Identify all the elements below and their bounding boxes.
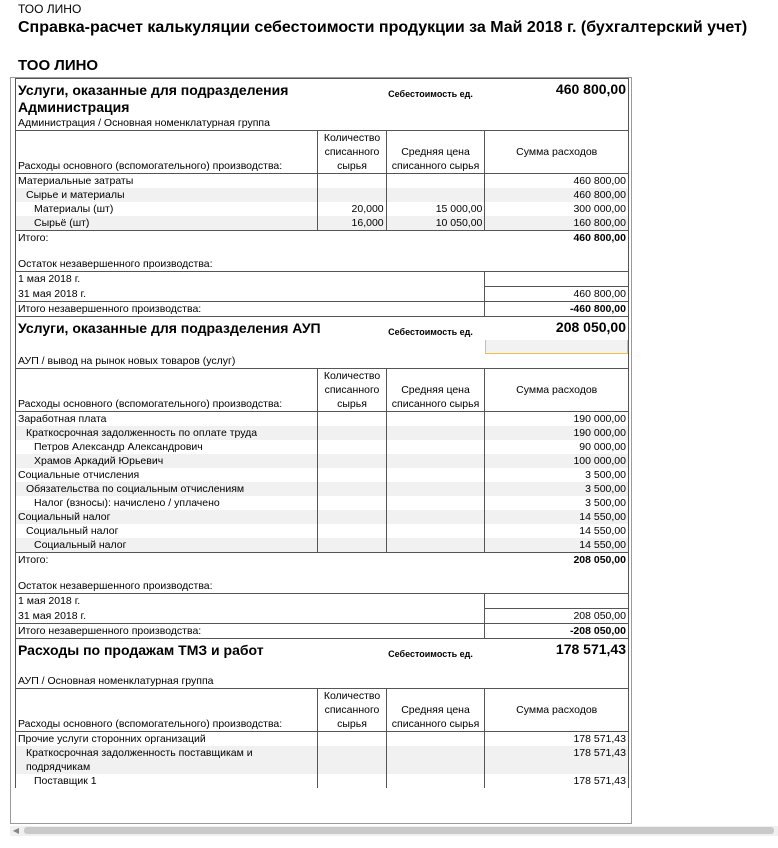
- table-row-label: Обязательства по социальным отчислениям: [16, 482, 318, 496]
- col-header-avg-price: Средняя цена списанного сырья: [386, 369, 485, 412]
- table-row-label: Социальный налог: [16, 538, 318, 553]
- unit-cost-label: Себестоимость ед.: [388, 327, 473, 337]
- col-header-avg-price: Средняя цена списанного сырья: [386, 131, 485, 174]
- table-row-sum: 460 800,00: [485, 188, 629, 202]
- total-value: 460 800,00: [485, 231, 629, 246]
- table-row-sum: 14 550,00: [485, 524, 629, 538]
- table-row-label: Сырьё (шт): [16, 216, 318, 231]
- total-label: Итого:: [16, 231, 485, 246]
- table-row-label: Прочие услуги сторонних организаций: [16, 732, 318, 747]
- wip-total-label: Итого незавершенного производства:: [16, 624, 485, 639]
- table-row-label: Храмов Аркадий Юрьевич: [16, 454, 318, 468]
- col-header-avg-price: Средняя цена списанного сырья: [386, 689, 485, 732]
- col-header-qty: Количество списанного сырья: [318, 689, 386, 732]
- table-row-sum: 14 550,00: [485, 510, 629, 524]
- table-row-sum: 178 571,43: [485, 732, 629, 747]
- table-row-sum: 300 000,00: [485, 202, 629, 216]
- unit-cost-value: 178 571,43: [485, 639, 629, 663]
- table-row-sum: 460 800,00: [485, 174, 629, 189]
- wip-total-value: -208 050,00: [485, 624, 629, 639]
- col-header-sum: Сумма расходов: [485, 369, 629, 412]
- table-row-qty: 20,000: [318, 202, 386, 216]
- table-row-sum: 3 500,00: [485, 482, 629, 496]
- col-header-expenses: Расходы основного (вспомогательного) производства:: [16, 131, 318, 174]
- wip-total-value: -460 800,00: [485, 302, 629, 317]
- table-row-label: Социальный налог: [16, 510, 318, 524]
- report-table: [15, 78, 629, 788]
- scrollbar-thumb[interactable]: [24, 827, 774, 834]
- table-row-label: Краткосрочная задолженность по оплате труда: [16, 426, 318, 440]
- total-value: 208 050,00: [485, 553, 629, 568]
- wip-end-value: 208 050,00: [485, 609, 629, 624]
- report-title: Справка-расчет калькуляции себестоимости продукции за Май 2018 г. (бухгалтерский учет): [18, 19, 748, 36]
- col-header-qty: Количество списанного сырья: [318, 131, 386, 174]
- wip-total-label: Итого незавершенного производства:: [16, 302, 485, 317]
- table-row-label: Поставщик 1: [16, 774, 318, 788]
- scroll-left-icon[interactable]: ◀: [12, 826, 20, 835]
- section-title: Услуги, оказанные для подразделения Администрация: [16, 79, 387, 117]
- unit-cost-label: Себестоимость ед.: [386, 79, 485, 102]
- table-row-label: Социальный налог: [16, 524, 318, 538]
- table-row-label: Сырье и материалы: [16, 188, 318, 202]
- wip-end-value: 460 800,00: [485, 287, 629, 302]
- col-header-expenses: Расходы основного (вспомогательного) производства:: [16, 689, 318, 732]
- section-title: Расходы по продажам ТМЗ и работ: [16, 639, 387, 663]
- col-header-sum: Сумма расходов: [485, 689, 629, 732]
- col-header-sum: Сумма расходов: [485, 131, 629, 174]
- unit-cost-value: 460 800,00: [485, 79, 629, 102]
- wip-start-date: 1 мая 2018 г.: [16, 272, 485, 287]
- section-subtitle: Администрация / Основная номенклатурная группа: [16, 116, 629, 131]
- wip-label: Остаток незавершенного производства:: [16, 257, 629, 272]
- table-row-sum: 190 000,00: [485, 426, 629, 440]
- wip-end-date: 31 мая 2018 г.: [16, 609, 485, 624]
- table-row-qty: 16,000: [318, 216, 386, 231]
- unit-cost-value: 208 050,00: [485, 317, 629, 341]
- table-row-label: Социальные отчисления: [16, 468, 318, 482]
- table-row-sum: 178 571,43: [485, 746, 629, 774]
- wip-start-date: 1 мая 2018 г.: [16, 594, 485, 609]
- table-row-sum: 3 500,00: [485, 496, 629, 510]
- horizontal-scrollbar[interactable]: [10, 826, 778, 836]
- wip-end-date: 31 мая 2018 г.: [16, 287, 485, 302]
- col-header-qty: Количество списанного сырья: [318, 369, 386, 412]
- selected-cell[interactable]: [485, 340, 628, 354]
- unit-cost-label: Себестоимость ед.: [388, 649, 473, 659]
- table-row-price: 15 000,00: [386, 202, 485, 216]
- table-row-sum: 178 571,43: [485, 774, 629, 788]
- table-row-sum: 3 500,00: [485, 468, 629, 482]
- table-row-label: Петров Александр Александрович: [16, 440, 318, 454]
- table-row-label: Краткосрочная задолженность поставщикам и подрядчикам: [16, 746, 318, 774]
- organization-heading: ТОО ЛИНО: [18, 57, 99, 74]
- section-subtitle: АУП / вывод на рынок новых товаров (услуг): [16, 354, 629, 369]
- table-row-sum: 160 800,00: [485, 216, 629, 231]
- table-row-sum: 190 000,00: [485, 412, 629, 427]
- table-row-label: Заработная плата: [16, 412, 318, 427]
- table-row-label: Материалы (шт): [16, 202, 318, 216]
- organization-name: ТОО ЛИНО: [18, 2, 82, 16]
- total-label: Итого:: [16, 553, 485, 568]
- table-row-label: Материальные затраты: [16, 174, 318, 189]
- table-row-price: 10 050,00: [386, 216, 485, 231]
- section-title: Услуги, оказанные для подразделения АУП: [16, 317, 387, 341]
- table-row-sum: 90 000,00: [485, 440, 629, 454]
- report-spreadsheet[interactable]: [10, 77, 632, 824]
- table-row-sum: 14 550,00: [485, 538, 629, 553]
- table-row-sum: 100 000,00: [485, 454, 629, 468]
- col-header-expenses: Расходы основного (вспомогательного) производства:: [16, 369, 318, 412]
- table-row-label: Налог (взносы): начислено / уплачено: [16, 496, 318, 510]
- wip-label: Остаток незавершенного производства:: [16, 579, 629, 594]
- section-subtitle: АУП / Основная номенклатурная группа: [16, 674, 629, 689]
